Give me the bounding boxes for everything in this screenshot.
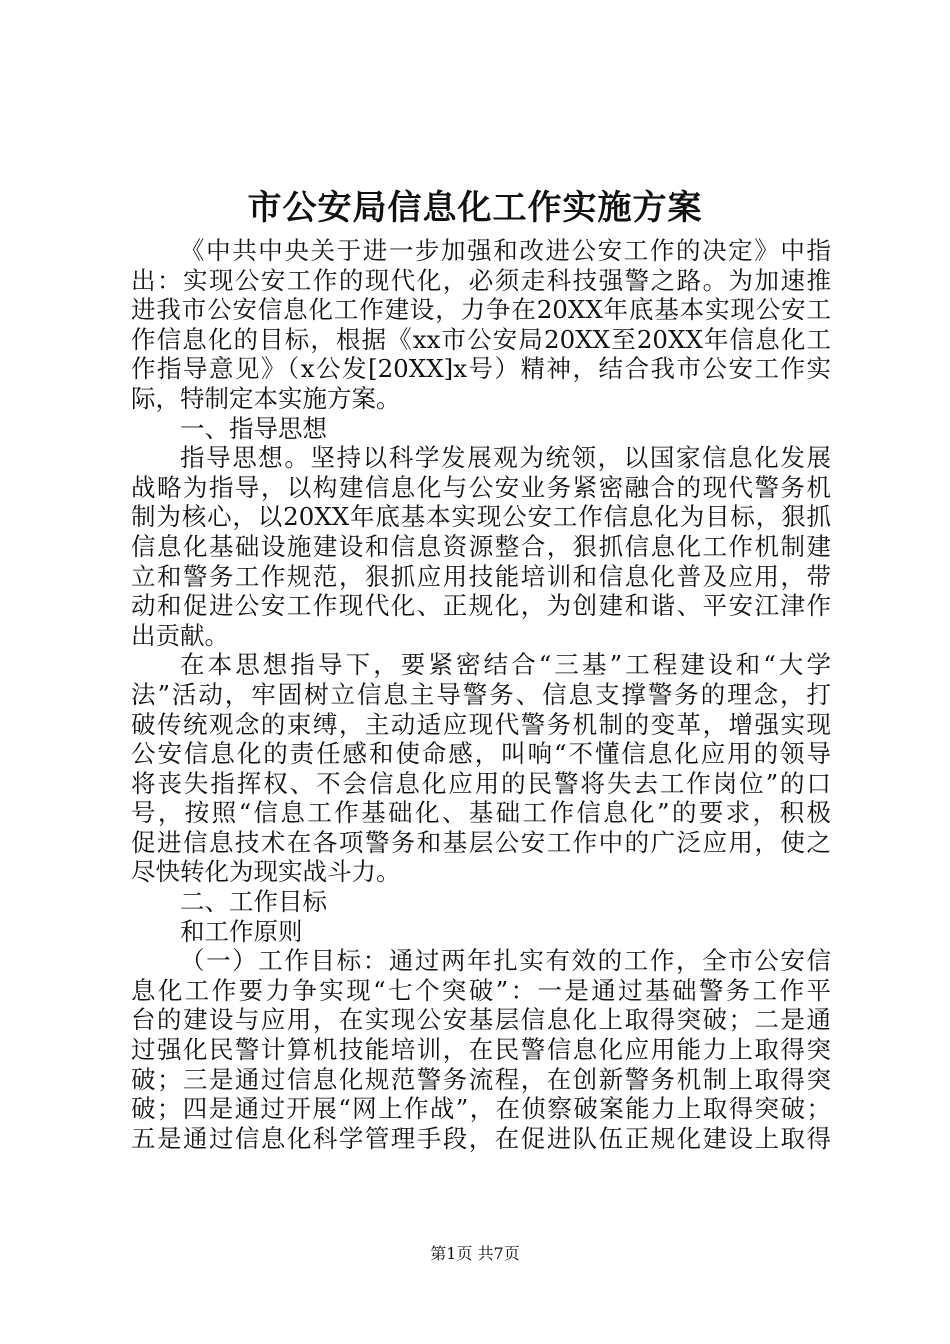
body-line: 信息化基础设施建设和信息资源整合，狠抓信息化工作机制建	[131, 531, 831, 561]
body-line: 际，特制定本实施方案。	[131, 383, 401, 413]
body-line: 破；四是通过开展“网上作战”，在侦察破案能力上取得突破；	[131, 1094, 831, 1124]
body-line: 一、指导思想	[180, 413, 327, 443]
body-line: 破传统观念的束缚，主动适应现代警务机制的变革，增强实现	[131, 709, 831, 739]
body-line: 制为核心，以20XX年底基本实现公安工作信息化为目标，狠抓	[131, 502, 831, 532]
body-line: 在本思想指导下，要紧密结合“三基”工程建设和“大学	[180, 650, 831, 680]
body-line: 法”活动，牢固树立信息主导警务、信息支撑警务的理念，打	[131, 679, 831, 709]
body-line: 二、工作目标	[180, 887, 327, 917]
body-line: 号，按照“信息工作基础化、基础工作信息化”的要求，积极	[131, 798, 831, 828]
body-line: 立和警务工作规范，狠抓应用技能培训和信息化普及应用，带	[131, 561, 831, 591]
body-line: 战略为指导，以构建信息化与公安业务紧密融合的现代警务机	[131, 472, 831, 502]
body-line: 指导思想。坚持以科学发展观为统领，以国家信息化发展	[180, 443, 831, 473]
body-line: 过强化民警计算机技能培训，在民警信息化应用能力上取得突	[131, 1035, 831, 1065]
body-line: 动和促进公安工作现代化、正规化，为创建和谐、平安江津作	[131, 591, 831, 621]
body-line: 作指导意见》（x公发[20XX]x号）精神，结合我市公安工作实	[131, 354, 831, 384]
body-line: 五是通过信息化科学管理手段，在促进队伍正规化建设上取得	[131, 1123, 831, 1153]
body-line: 台的建设与应用，在实现公安基层信息化上取得突破；二是通	[131, 1005, 831, 1035]
body-line: 出：实现公安工作的现代化，必须走科技强警之路。为加速推	[131, 265, 831, 295]
body-line: （一）工作目标：通过两年扎实有效的工作，全市公安信	[180, 946, 831, 976]
page-footer: 第1页 共7页	[430, 1244, 520, 1263]
body-line: 进我市公安信息化工作建设，力争在20XX年底基本实现公安工	[131, 295, 831, 325]
body-line: 将丧失指挥权、不会信息化应用的民警将失去工作岗位”的口	[131, 768, 831, 798]
body-line: 破；三是通过信息化规范警务流程，在创新警务机制上取得突	[131, 1064, 831, 1094]
body-line: 出贡献。	[131, 620, 229, 650]
body-line: 《中共中央关于进一步加强和改进公安工作的决定》中指	[180, 236, 831, 265]
body-line: 和工作原则	[180, 916, 303, 946]
body-line: 尽快转化为现实战斗力。	[131, 857, 401, 887]
document-body	[131, 236, 831, 1153]
body-line: 息化工作要力争实现“七个突破”：一是通过基础警务工作平	[131, 975, 831, 1005]
body-line: 公安信息化的责任感和使命感，叫响“不懂信息化应用的领导	[131, 739, 831, 769]
body-line: 促进信息技术在各项警务和基层公安工作中的广泛应用，使之	[131, 827, 831, 857]
body-line: 作信息化的目标，根据《xx市公安局20XX至20XX年信息化工	[131, 324, 831, 354]
document-title: 市公安局信息化工作实施方案	[247, 188, 703, 228]
